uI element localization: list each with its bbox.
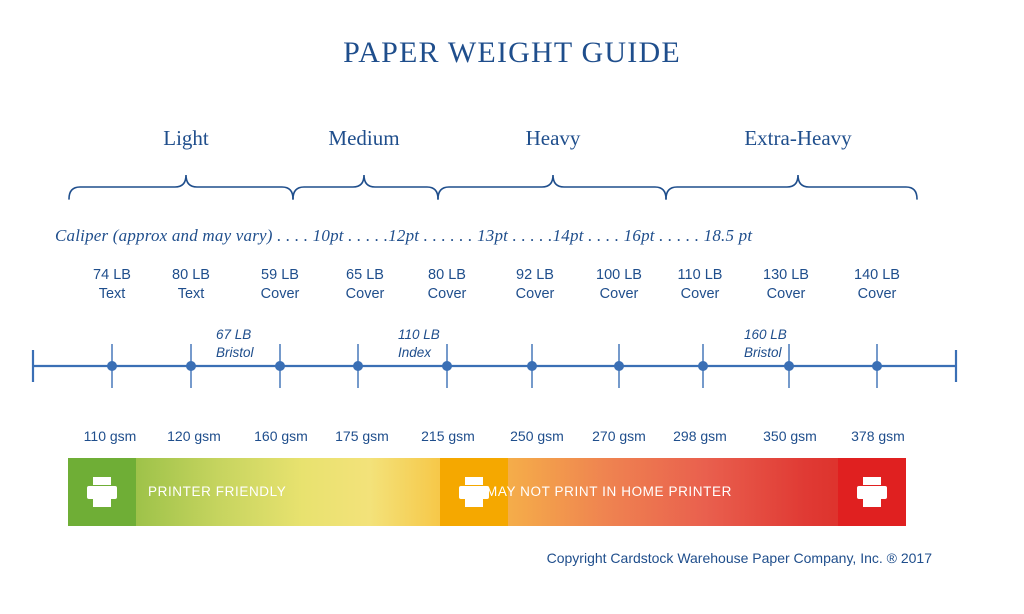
axis-point (872, 361, 882, 371)
alt-line1: 160 LB (744, 327, 787, 342)
alt-line1: 67 LB (216, 327, 252, 342)
weight-label (489, 266, 581, 304)
weight-line2: Text (98, 286, 126, 302)
may-not-print-text: MAY NOT PRINT IN HOME PRINTER (486, 484, 732, 499)
alt-line1: 110 LB (398, 327, 440, 342)
gsm-label: 270 gsm (592, 428, 646, 444)
weight-label (319, 266, 411, 304)
weight-line1: 92 LB (516, 267, 554, 283)
gsm-label: 110 gsm (83, 428, 137, 444)
weight-line2: Cover (680, 286, 720, 302)
printer-friendly-text: PRINTER FRIENDLY (148, 484, 287, 499)
printer-friendly-badge (68, 458, 136, 526)
gsm-label: 378 gsm (851, 428, 905, 444)
alt-line2: Bristol (216, 345, 254, 360)
weight-label (401, 266, 493, 304)
weight-line1: 100 LB (596, 267, 642, 283)
weight-line2: Cover (857, 286, 897, 302)
weight-line2: Cover (345, 286, 385, 302)
gsm-label: 120 gsm (167, 428, 221, 444)
category-label-medium: Medium (328, 126, 400, 150)
axis-point (186, 361, 196, 371)
gsm-label: 175 gsm (335, 428, 389, 444)
alt-line2: Index (398, 345, 432, 360)
weight-line2: Cover (766, 286, 806, 302)
weight-label (740, 266, 832, 304)
brace-extra-heavy (666, 175, 917, 199)
caliper-row: Caliper (approx and may vary) . . . . 10pt . . . . .12pt . . . . . . 13pt . . . . .14pt . . . . 16pt . . . . . 18.5 pt (55, 226, 753, 245)
weight-label (145, 266, 237, 304)
category-label-light: Light (163, 126, 209, 150)
axis-point (698, 361, 708, 371)
brace-light (69, 175, 293, 199)
weight-line2: Cover (599, 286, 639, 302)
axis-point (275, 361, 285, 371)
weight-line1: 74 LB (93, 267, 131, 283)
weight-line1: 65 LB (346, 267, 384, 283)
category-label-extra-heavy: Extra-Heavy (744, 126, 852, 150)
weight-label (234, 266, 326, 304)
axis-point (614, 361, 624, 371)
gsm-label: 298 gsm (673, 428, 727, 444)
axis-point (527, 361, 537, 371)
weight-line1: 59 LB (261, 267, 299, 283)
weight-line2: Cover (515, 286, 555, 302)
gsm-label: 160 gsm (254, 428, 308, 444)
weight-line1: 110 LB (677, 267, 723, 283)
weight-line2: Cover (260, 286, 300, 302)
weight-label (654, 266, 746, 304)
page-title: PAPER WEIGHT GUIDE (343, 36, 681, 69)
brace-medium (293, 175, 438, 199)
axis-point (107, 361, 117, 371)
weight-axis (0, 340, 1024, 392)
category-brace-group (0, 150, 1024, 210)
gsm-label: 215 gsm (421, 428, 475, 444)
category-label-heavy: Heavy (525, 126, 581, 150)
weight-label (831, 266, 923, 304)
weight-line2: Cover (427, 286, 467, 302)
axis-point (442, 361, 452, 371)
printer-icon (84, 475, 120, 509)
weight-line1: 140 LB (854, 267, 900, 283)
gsm-label: 350 gsm (763, 428, 817, 444)
brace-heavy (438, 175, 666, 199)
weight-label (573, 266, 665, 304)
copyright-text: Copyright Cardstock Warehouse Paper Company, Inc. ® 2017 (546, 550, 932, 566)
printer-icon (854, 475, 890, 509)
no-print-badge (838, 458, 906, 526)
axis-point (784, 361, 794, 371)
weight-line1: 130 LB (763, 267, 809, 283)
gsm-label: 250 gsm (510, 428, 564, 444)
axis-point (353, 361, 363, 371)
weight-line2: Text (177, 286, 205, 302)
weight-line1: 80 LB (172, 267, 210, 283)
alt-line2: Bristol (744, 345, 782, 360)
weight-line1: 80 LB (428, 267, 466, 283)
printability-bar (68, 458, 906, 526)
